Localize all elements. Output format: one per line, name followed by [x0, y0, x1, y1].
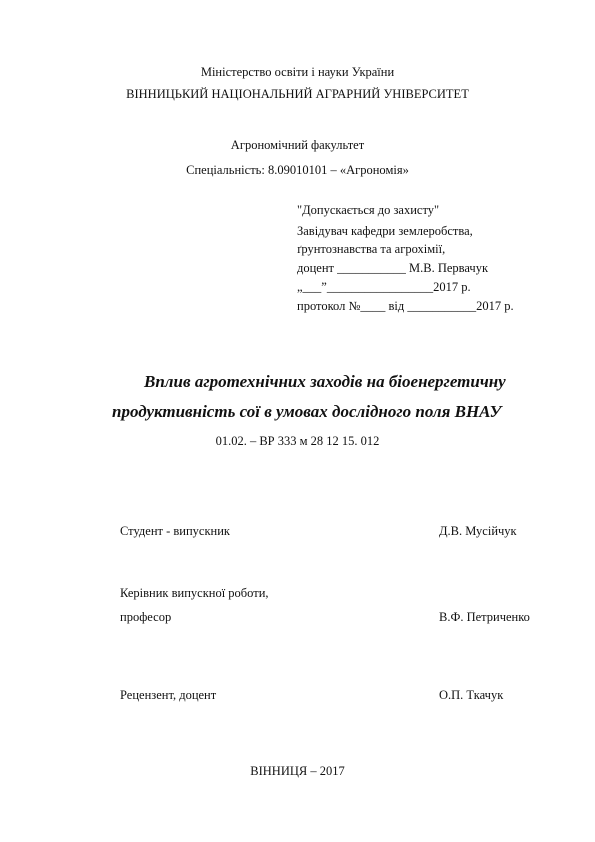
department-head-line2: ґрунтознавства та агрохімії,: [297, 242, 446, 256]
faculty-name: Агрономічний факультет: [230, 138, 365, 152]
thesis-title-line1: Вплив агротехнічних заходів на біоенергетичну: [144, 372, 506, 391]
thesis-title-line2: продуктивність сої в умовах дослідного поля ВНАУ: [112, 402, 502, 421]
docent-signature-line: доцент ___________ М.В. Первачук: [297, 261, 489, 275]
department-head-line1: Завідувач кафедри землеробства,: [297, 224, 473, 238]
supervisor-role-line2: професор: [120, 610, 172, 624]
thesis-code: 01.02. – ВР 333 м 28 12 15. 012: [215, 434, 380, 448]
student-role: Студент - випускник: [120, 524, 231, 538]
reviewer-name: О.П. Ткачук: [439, 688, 504, 702]
specialty: Спеціальність: 8.09010101 – «Агрономія»: [186, 163, 409, 177]
student-name: Д.В. Мусійчук: [439, 524, 517, 538]
supervisor-name: В.Ф. Петриченко: [439, 610, 530, 624]
city-year: ВІННИЦЯ – 2017: [250, 764, 345, 778]
admit-to-defense: "Допускається до захисту": [297, 203, 440, 217]
approval-date-line: „___”_________________2017 р.: [297, 280, 471, 294]
reviewer-role: Рецензент, доцент: [120, 688, 217, 702]
supervisor-role-line1: Керівник випускної роботи,: [120, 586, 269, 600]
university-name: ВІННИЦЬКИЙ НАЦІОНАЛЬНИЙ АГРАРНИЙ УНІВЕРСИТЕТ: [126, 87, 469, 101]
protocol-line: протокол №____ від ___________2017 р.: [297, 299, 514, 313]
ministry-name: Міністерство освіти і науки України: [200, 65, 395, 79]
